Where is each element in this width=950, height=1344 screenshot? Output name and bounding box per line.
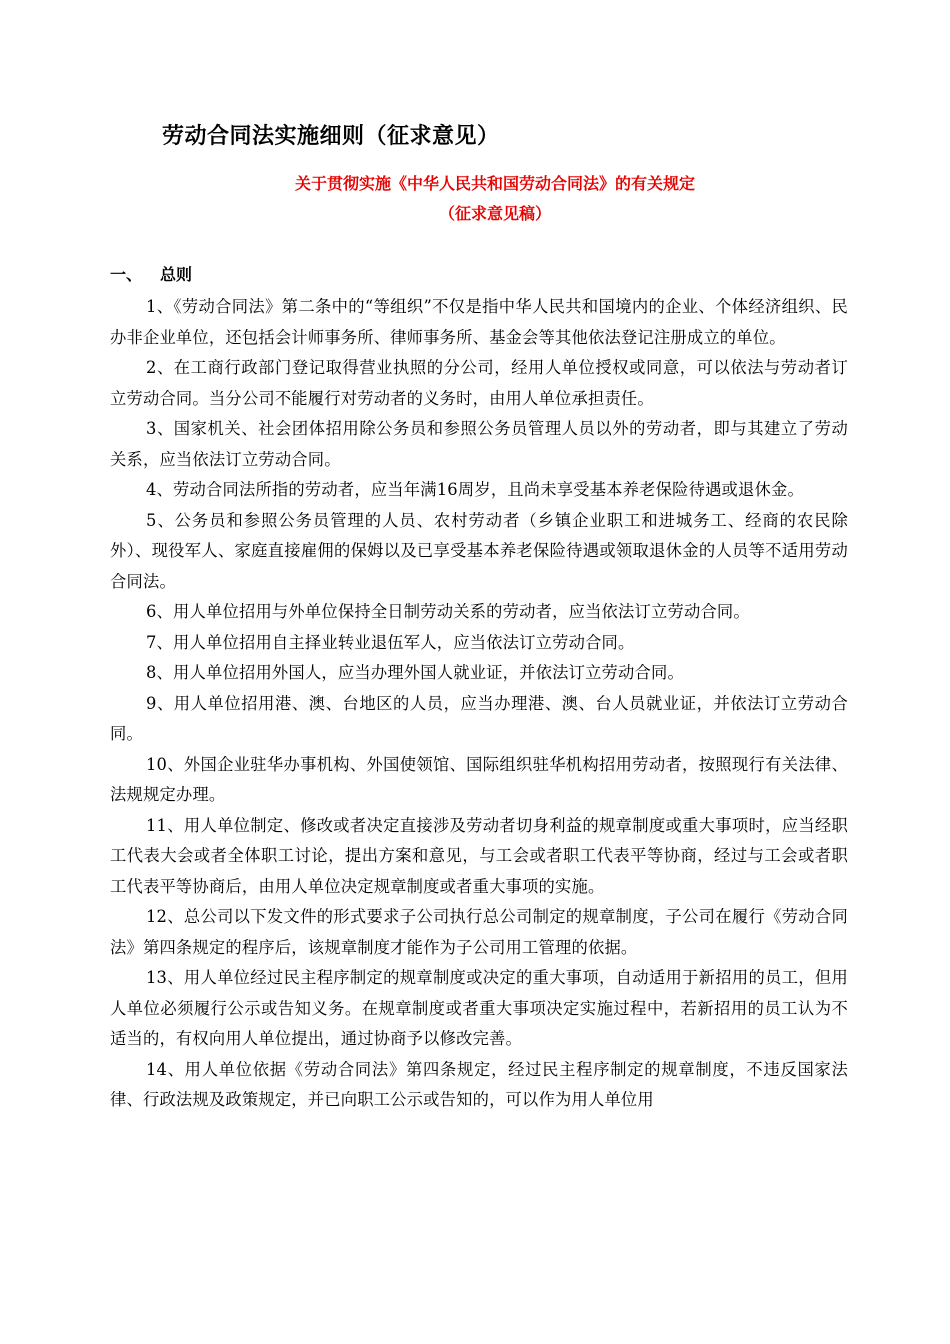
clause-paragraph: 10、外国企业驻华办事机构、外国使领馆、国际组织驻华机构招用劳动者，按照现行有关法律、法规规定办理。 [110,754,848,804]
clause-paragraph: 14、用人单位依据《劳动合同法》第四条规定，经过民主程序制定的规章制度，不违反国家法律、行政法规及政策规定，并已向职工公示或告知的，可以作为用人单位用 [110,1059,848,1109]
document-subtitle: 关于贯彻实施《中华人民共和国劳动合同法》的有关规定 [294,174,695,193]
clause-paragraph: 3、国家机关、社会团体招用除公务员和参照公务员管理人员以外的劳动者，即与其建立了劳动关系，应当依法订立劳动合同。 [110,419,848,469]
clause-paragraph: 9、用人单位招用港、澳、台地区的人员，应当办理港、澳、台人员就业证，并依法订立劳动合同。 [110,693,848,743]
clause-paragraph: 13、用人单位经过民主程序制定的规章制度或决定的重大事项，自动适用于新招用的员工，但用人单位必须履行公示或告知义务。在规章制度或者重大事项决定实施过程中，若新招用的员工认为不适当的，有权向用人单位提出，通过协商予以修改完善。 [110,968,848,1048]
clause-paragraph: 6、用人单位招用与外单位保持全日制劳动关系的劳动者，应当依法订立劳动合同。 [146,602,750,621]
clause-paragraph: 8、用人单位招用外国人，应当办理外国人就业证，并依法订立劳动合同。 [146,663,684,682]
document-title: 劳动合同法实施细则（征求意见） [162,124,500,149]
section-heading [110,262,192,288]
clause-paragraph: 12、总公司以下发文件的形式要求子公司执行总公司制定的规章制度，子公司在履行《劳动合同法》第四条规定的程序后，该规章制度才能作为子公司用工管理的依据。 [110,907,848,957]
clause-paragraph: 5、公务员和参照公务员管理的人员、农村劳动者（乡镇企业职工和进城务工、经商的农民除外）、现役军人、家庭直接雇佣的保姆以及已享受基本养老保险待遇或领取退休金的人员等不适用劳动合同法。 [110,510,848,591]
section-title: 总则 [160,265,193,284]
clause-paragraph: 4、劳动合同法所指的劳动者，应当年满16周岁，且尚未享受基本养老保险待遇或退休金。 [146,480,804,499]
clause-paragraph: 1、《劳动合同法》第二条中的“等组织”不仅是指中华人民共和国境内的企业、个体经济组织、民办非企业单位，还包括会计师事务所、律师事务所、基金会等其他依法登记注册成立的单位。 [110,297,848,347]
draft-label: （征求意见稿） [438,204,551,223]
section-number: 一、 [110,265,143,284]
clause-paragraph: 7、用人单位招用自主择业转业退伍军人，应当依法订立劳动合同。 [146,632,635,652]
clause-paragraph: 11、用人单位制定、修改或者决定直接涉及劳动者切身利益的规章制度或重大事项时，应当经职工代表大会或者全体职工讨论，提出方案和意见，与工会或者职工代表平等协商，经过与工会或者职工代表平等协商后，由用人单位决定规章制度或者重大事项的实施。 [110,815,848,896]
clause-paragraph: 2、在工商行政部门登记取得营业执照的分公司，经用人单位授权或同意，可以依法与劳动者订立劳动合同。当分公司不能履行对劳动者的义务时，由用人单位承担责任。 [110,358,848,408]
document-body [110,292,848,1116]
